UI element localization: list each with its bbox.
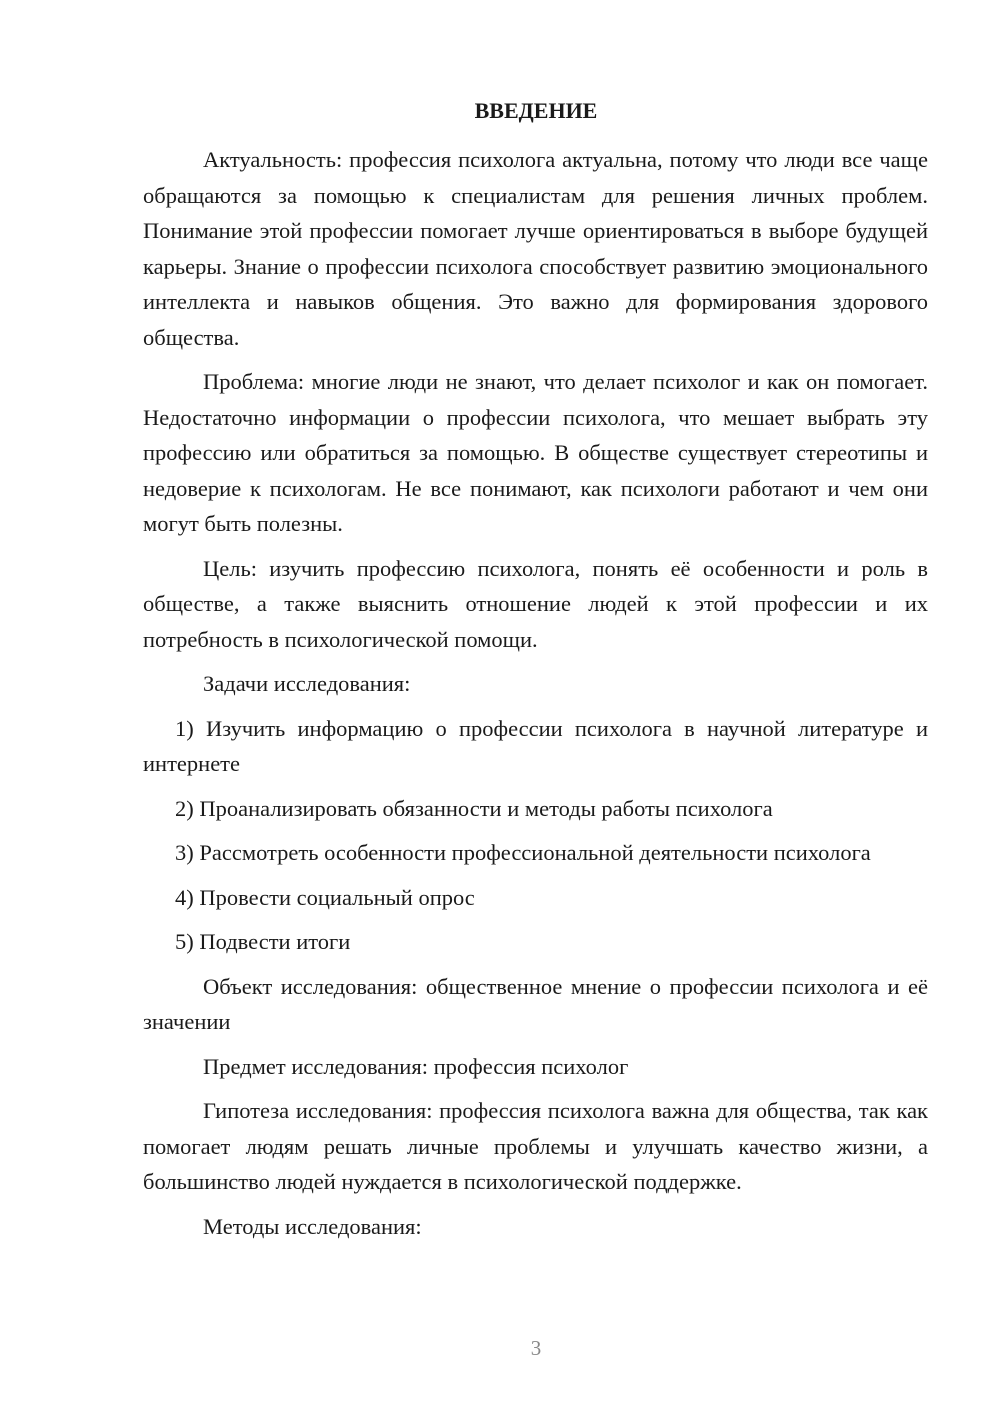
task-item-5: 5) Подвести итоги bbox=[175, 929, 351, 954]
methods-heading: Методы исследования: bbox=[203, 1213, 422, 1239]
relevance-paragraph: Актуальность: профессия психолога актуальна, потому что люди все чаще обращаются за помощью к специалистам для решения личных проблем. Понимание этой профессии помогает лучше ориентироваться в выборе будущей карьеры. Знание о профессии психолога способствует развитию эмоционального интеллекта и навыков общения. Это важно для формирования здорового общества. bbox=[143, 147, 928, 350]
page-title: ВВЕДЕНИЕ bbox=[474, 98, 598, 123]
object-paragraph: Объект исследования: общественное мнение о профессии психолога и её значении bbox=[143, 973, 928, 1034]
document-body bbox=[143, 142, 928, 1253]
task-item-4: 4) Провести социальный опрос bbox=[175, 884, 475, 910]
task-item-2: 2) Проанализировать обязанности и методы работы психолога bbox=[175, 795, 773, 821]
tasks-heading: Задачи исследования: bbox=[203, 671, 411, 696]
hypothesis-paragraph: Гипотеза исследования: профессия психолога важна для общества, так как помогает людям решать личные проблемы и улучшать качество жизни, а большинство людей нуждается в психологической поддержке. bbox=[143, 1098, 928, 1194]
page-number: 3 bbox=[530, 1336, 542, 1360]
subject-paragraph: Предмет исследования: профессия психолог bbox=[203, 1053, 629, 1079]
goal-paragraph: Цель: изучить профессию психолога, понять её особенности и роль в обществе, а также выяснить отношение людей к этой профессии и их потребность в психологической помощи. bbox=[143, 555, 928, 652]
problem-paragraph: Проблема: многие люди не знают, что делает психолог и как он помогает. Недостаточно информации о профессии психолога, что мешает выбрать эту профессию или обратиться за помощью. В обществе существует стереотипы и недоверие к психологам. Не все понимают, как психологи работают и чем они могут быть полезны. bbox=[143, 369, 928, 536]
task-item-1: 1) Изучить информацию о профессии психолога в научной литературе и интернете bbox=[143, 715, 928, 776]
task-item-3: 3) Рассмотреть особенности профессиональной деятельности психолога bbox=[175, 840, 871, 865]
